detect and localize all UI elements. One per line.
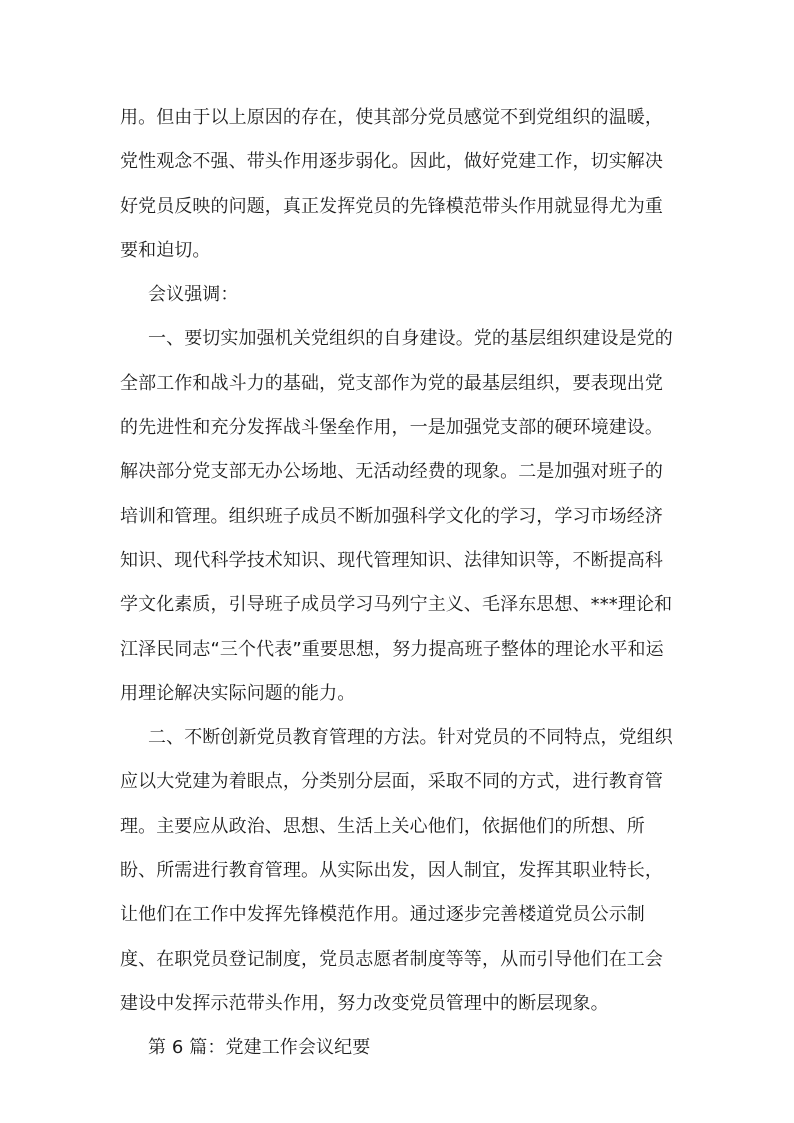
paragraph-meeting-emphasis: 会议强调： bbox=[148, 284, 239, 306]
document-body bbox=[120, 96, 674, 1071]
paragraph-point-two: 二、不断创新党员教育管理的方法。针对党员的不同特点，党组织应以大党建为着眼点，分类别分层面，采取不同的方式，进行教育管理。主要应从政治、思想、生活上关心他们，依据他们的所想、所盼、所需进行教育管理。从实际出发，因人制宜，发挥其职业特长，让他们在工作中发挥先锋模范作用。通过逐步完善楼道党员公示制度、在职党员登记制度，党员志愿者制度等等，从而引导他们在工会建设中发挥示范带头作用，努力改变党员管理中的断层现象。 bbox=[120, 727, 673, 1014]
section-heading: 第 6 篇：党建工作会议纪要 bbox=[148, 1037, 371, 1059]
paragraph-point-one: 一、要切实加强机关党组织的自身建设。党的基层组织建设是党的全部工作和战斗力的基础，党支部作为党的最基层组织，要表现出党的先进性和充分发挥战斗堡垒作用，一是加强党支部的硬环境建设。解决部分党支部无办公场地、无活动经费的现象。二是加强对班子的培训和管理。组织班子成员不断加强科学文化的学习，学习市场经济知识、现代科学技术知识、现代管理知识、法律知识等，不断提高科学文化素质，引导班子成员学习马列宁主义、毛泽东思想、***理论和江泽民同志“三个代表”重要思想，努力提高班子整体的理论水平和运用理论解决实际问题的能力。 bbox=[120, 328, 673, 704]
paragraph-continuation: 用。但由于以上原因的存在，使其部分党员感觉不到党组织的温暖，党性观念不强、带头作用逐步弱化。因此，做好党建工作，切实解决好党员反映的问题，真正发挥党员的先锋模范带头作用就显得尤为重要和迫切。 bbox=[120, 107, 663, 261]
